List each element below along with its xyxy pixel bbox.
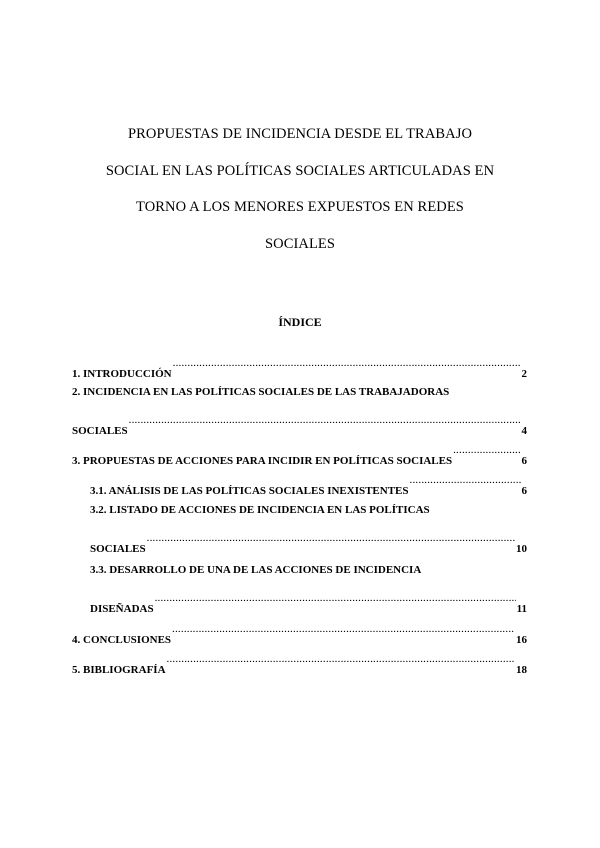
toc-entry-label-continued: DISEÑADAS: [90, 603, 154, 615]
toc-page-number: 4: [521, 425, 527, 437]
toc-entry-listado[interactable]: [72, 496, 527, 555]
toc-entry-label: 4. CONCLUSIONES: [72, 634, 172, 646]
toc-entry-label: 1. INTRODUCCIÓN: [72, 368, 172, 380]
toc-page-number: 16: [516, 634, 527, 646]
title-line-2: SOCIAL EN LAS POLÍTICAS SOCIALES ARTICULADAS EN: [105, 162, 495, 179]
title-line-4: SOCIALES: [264, 235, 336, 252]
toc-entry-propuestas[interactable]: [72, 436, 527, 467]
title-line-1: PROPUESTAS DE INCIDENCIA DESDE EL TRABAJO: [127, 126, 473, 142]
toc-page-number: 6: [521, 485, 527, 497]
toc-entry-label-continued: SOCIALES: [72, 425, 128, 437]
toc-page-number: 2: [521, 368, 527, 380]
toc-entry-label: 3.3. DESARROLLO DE UNA DE LAS ACCIONES DE INCIDENCIA: [90, 564, 422, 576]
toc-leader-dots: [155, 584, 516, 612]
toc-entry-label: 3.1. ANÁLISIS DE LAS POLÍTICAS SOCIALES INEXISTENTES: [90, 485, 409, 497]
toc-leader-dots: [410, 466, 521, 494]
title-line-3: TORNO A LOS MENORES EXPUESTOS EN REDES: [136, 199, 464, 215]
toc-leader-dots: [172, 615, 515, 643]
toc-entry-label: 3.2. LISTADO DE ACCIONES DE INCIDENCIA EN LAS POLÍTICAS: [90, 504, 430, 516]
toc-entry-incidencia[interactable]: [72, 378, 527, 437]
toc-leader-dots: [167, 645, 515, 673]
toc-entry-bibliografia[interactable]: [72, 645, 527, 676]
toc-page-number: 6: [521, 455, 527, 467]
toc-entry-label: 5. BIBLIOGRAFÍA: [72, 664, 166, 676]
toc-leader-dots: [129, 406, 521, 434]
toc-entry-conclusiones[interactable]: [72, 615, 527, 646]
toc-entry-label: 2. INCIDENCIA EN LAS POLÍTICAS SOCIALES DE LAS TRABAJADORAS: [72, 386, 450, 398]
toc-page-number: 10: [516, 543, 527, 555]
toc-page-number: 18: [516, 664, 527, 676]
toc-leader-dots: [147, 524, 515, 552]
toc-entry-label: 3. PROPUESTAS DE ACCIONES PARA INCIDIR EN POLÍTICAS SOCIALES: [72, 455, 453, 467]
toc-entry-analisis[interactable]: [72, 466, 527, 497]
toc-entry-introduccion[interactable]: [72, 349, 527, 380]
toc-leader-dots: [453, 436, 520, 464]
toc-entry-desarrollo[interactable]: [72, 556, 527, 615]
index-heading: ÍNDICE: [278, 315, 322, 329]
toc-entry-label-continued: SOCIALES: [90, 543, 146, 555]
toc-leader-dots: [173, 349, 521, 377]
toc-page-number: 11: [516, 603, 527, 615]
document-title: [60, 116, 540, 262]
